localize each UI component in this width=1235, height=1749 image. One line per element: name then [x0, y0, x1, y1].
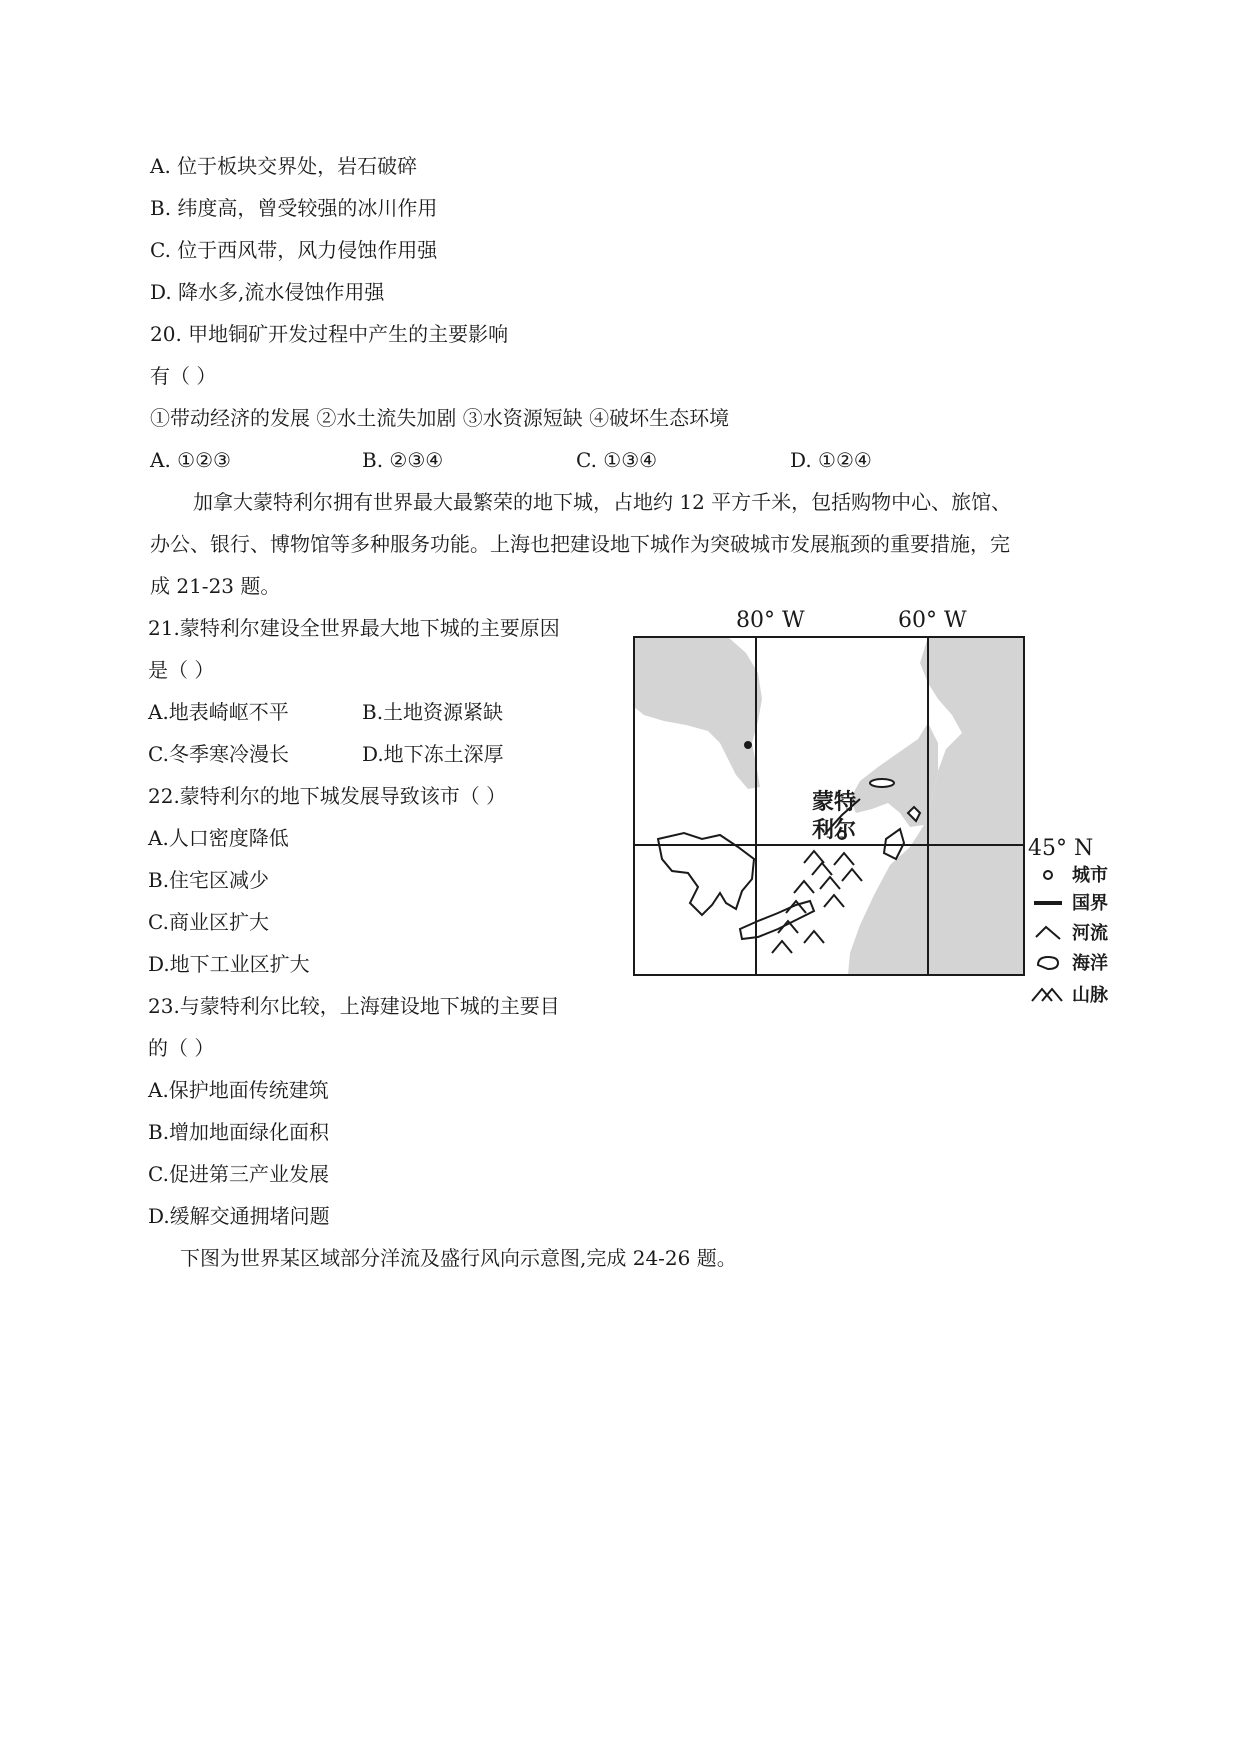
q21-option-a: A.地表崎岖不平: [148, 700, 289, 724]
q21-option-c: C.冬季寒冷漫长: [148, 742, 289, 766]
passage-line-1: 加拿大蒙特利尔拥有世界最大最繁荣的地下城，占地约 12 平方千米，包括购物中心、旅馆、: [193, 490, 1012, 514]
q20-option-c: C. ①③④: [576, 448, 658, 472]
montreal-map: [628, 603, 1148, 1018]
legend-border-label: 国界: [1072, 893, 1108, 914]
legend-ocean-icon: [1038, 957, 1058, 969]
q23-option-c: C.促进第三产业发展: [148, 1162, 329, 1186]
q20-statements: ①带动经济的发展 ②水土流失加剧 ③水资源短缺 ④破坏生态环境: [150, 406, 730, 430]
lon-80w-label: 80° W: [736, 608, 805, 633]
city-label-line1: 蒙特: [812, 790, 857, 815]
q21-stem-cont: 是（ ）: [148, 658, 215, 682]
q20-stem-cont: 有（ ）: [150, 364, 217, 388]
q23-stem: 23.与蒙特利尔比较，上海建设地下城的主要目: [148, 994, 560, 1018]
q21-option-d: D.地下冻土深厚: [362, 742, 504, 766]
q19-option-a: A. 位于板块交界处，岩石破碎: [150, 154, 418, 178]
lon-60w-label: 60° W: [898, 608, 967, 633]
q22-option-a: A.人口密度降低: [148, 826, 289, 850]
legend-mountain-label: 山脉: [1072, 985, 1108, 1006]
q23-stem-cont: 的（ ）: [148, 1036, 215, 1060]
legend-city-icon: [1044, 871, 1052, 879]
q22-option-b: B.住宅区减少: [148, 868, 270, 892]
q23-option-d: D.缓解交通拥堵问题: [148, 1204, 330, 1228]
q23-option-b: B.增加地面绿化面积: [148, 1120, 330, 1144]
legend-city-label: 城市: [1072, 865, 1108, 886]
q20-stem: 20. 甲地铜矿开发过程中产生的主要影响: [150, 322, 509, 346]
hudson-bay: [634, 637, 762, 789]
legend-mountain-icon: [1032, 989, 1062, 1001]
legend-river-label: 河流: [1072, 923, 1108, 944]
q22-stem: 22.蒙特利尔的地下城发展导致该市（ ）: [148, 784, 507, 808]
lake-erie-ontario: [740, 901, 814, 939]
q20-option-d: D. ①②④: [790, 448, 872, 472]
q19-option-c: C. 位于西风带，风力侵蚀作用强: [150, 238, 438, 262]
legend-river-icon: [1036, 927, 1060, 939]
next-section-intro: 下图为世界某区域部分洋流及盛行风向示意图,完成 24-26 题。: [180, 1246, 737, 1270]
q22-option-d: D.地下工业区扩大: [148, 952, 310, 976]
q22-option-c: C.商业区扩大: [148, 910, 269, 934]
q20-option-a: A. ①②③: [150, 448, 231, 472]
q19-option-d: D. 降水多,流水侵蚀作用强: [150, 280, 385, 304]
passage-line-3: 成 21-23 题。: [150, 574, 281, 598]
legend-ocean-label: 海洋: [1072, 953, 1108, 974]
city-label-line2: 利尔: [812, 818, 857, 843]
q20-option-b: B. ②③④: [362, 448, 444, 472]
st-lawrence-gulf: [850, 723, 938, 827]
q19-option-b: B. 纬度高，曾受较强的冰川作用: [150, 196, 438, 220]
anticosti-island: [870, 779, 894, 787]
appalachian-mountains: [772, 851, 862, 953]
q21-option-b: B.土地资源紧缺: [362, 700, 504, 724]
dot-marker: [744, 741, 752, 749]
q23-option-a: A.保护地面传统建筑: [148, 1078, 329, 1102]
lat-45n-label: 45° N: [1028, 836, 1094, 861]
q21-stem: 21.蒙特利尔建设全世界最大地下城的主要原因: [148, 616, 560, 640]
passage-line-2: 办公、银行、博物馆等多种服务功能。上海也把建设地下城作为突破城市发展瓶颈的重要措施，完: [150, 532, 1010, 556]
map-svg: [628, 603, 1148, 1018]
